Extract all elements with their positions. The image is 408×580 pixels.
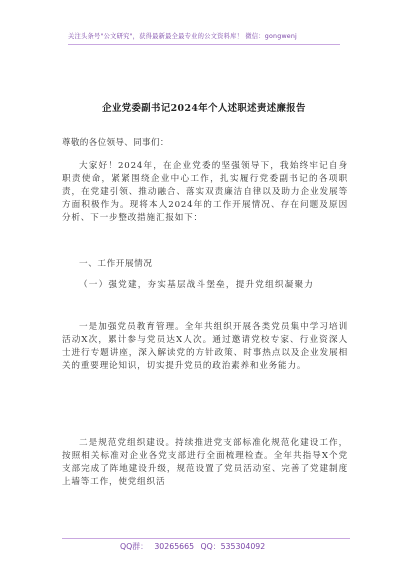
header-banner-text: 关注头条号"公文研究"，获得最新最全最专业的公文资料库！ 微信：gongwenj [68,33,298,40]
subsection-heading: （一）强党建，夯实基层战斗堡垒，提升党组织凝聚力 [79,280,315,290]
section-heading: 一、工作开展情况 [79,259,153,269]
footer-divider [62,538,350,539]
greeting: 尊敬的各位领导、同事们： [62,138,169,148]
paragraph-party-education: 一是加强党员教育管理。全年共组织开展各类党员集中学习培训活动X次，累计参与党员达X人次。通过邀请党校专家、行业资深人士进行专题讲座，深入解读党的方针政策、时事热点以及企业发展相关的重要理论知识，切实提升党员的政治素养和业务能力。 [62,322,348,371]
header-banner [0,14,408,46]
paragraph-party-organization: 二是规范党组织建设。持续推进党支部标准化规范化建设工作，按照相关标准对企业各党支部进行全面梳理检查。全年共指导X个党支部完成了阵地建设升级，规范设置了党员活动室、完善了党建制度上墙等工作，使党组织活 [62,438,348,487]
document-title: 企业党委副书记2024年个人述职述责述廉报告 [102,103,306,114]
footer [0,538,408,552]
footer-contact: QQ群： 30265665 QQ：535304092 [120,542,266,551]
header-divider [68,44,340,45]
paragraph-intro: 大家好！2024年，在企业党委的坚强领导下，我始终牢记自身职责使命，紧紧围绕企业中心工作，扎实履行党委副书记的各项职责，在党建引领、推动融合、落实双责廉洁自律以及助力企业发展等方面积极作为。现将本人2024年的工作开展情况、存在问题及原因分析、下一步整改措施汇报如下： [62,161,348,223]
